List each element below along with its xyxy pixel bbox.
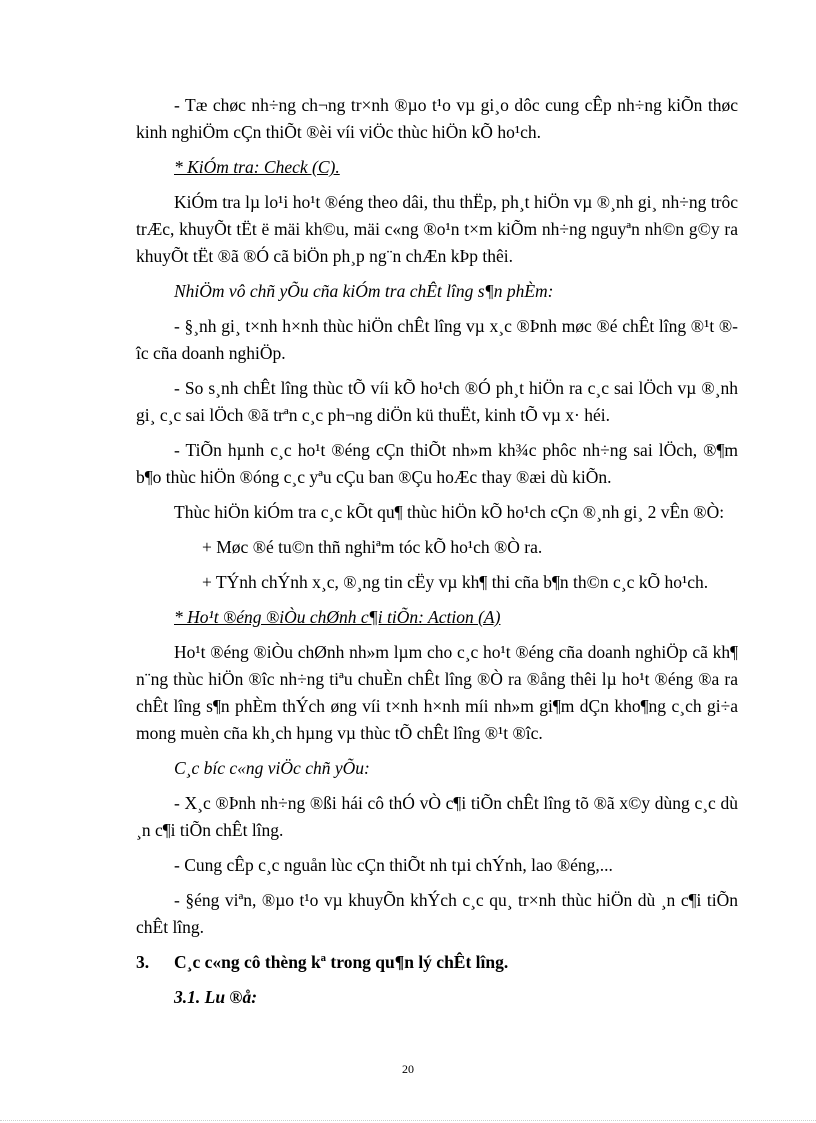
section-title: C¸c c«ng cô thèng kª trong qu¶n lý chÊt lîng. xyxy=(174,952,509,972)
heading-check-tasks: NhiÖm vô chñ yÕu cña kiÓm tra chÊt lîng s¶n phÈm: xyxy=(174,281,554,301)
paragraph: - Cung cÊp c¸c nguån lùc cÇn thiÕt nh tµi chÝnh, lao ®éng,... xyxy=(174,855,613,875)
page-number: 20 xyxy=(402,1062,414,1076)
paragraph: - X¸c ®Þnh nh÷ng ®ßi hái cô thÓ vÒ c¶i tiÕn chÊt lîng tõ ®ã x©y dùng c¸c dù ¸n c¶i tiÕn chÊt lîng. xyxy=(136,793,738,840)
page-bottom-divider xyxy=(0,1120,816,1121)
paragraph: Thùc hiÖn kiÓm tra c¸c kÕt qu¶ thùc hiÖn kÕ ho¹ch cÇn ®¸nh gi¸ 2 vÊn ®Ò: xyxy=(174,502,725,522)
section-number: 3. xyxy=(136,952,150,972)
paragraph: - Tæ chøc nh÷ng ch¬ng tr×nh ®µo t¹o vµ gi¸o dôc cung cÊp nh÷ng kiÕn thøc kinh nghiÖm cÇn thiÕt ®èi víi viÖc thùc hiÖn kÕ ho¹ch. xyxy=(136,95,738,142)
heading-check: * KiÓm tra: Check (C). xyxy=(174,157,340,177)
paragraph: - §¸nh gi¸ t×nh h×nh thùc hiÖn chÊt lîng vµ x¸c ®Þnh møc ®é chÊt lîng ®¹t ®îc cña doanh nghiÖp. xyxy=(136,316,738,363)
heading-steps: C¸c bíc c«ng viÖc chñ yÕu: xyxy=(174,758,370,778)
page-body xyxy=(136,92,738,1019)
paragraph: - §éng viªn, ®µo t¹o vµ khuyÕn khÝch c¸c qu¸ tr×nh thùc hiÖn dù ¸n c¶i tiÕn chÊt lîng. xyxy=(136,890,738,937)
paragraph: KiÓm tra lµ lo¹i ho¹t ®éng theo dâi, thu thËp, ph¸t hiÖn vµ ®¸nh gi¸ nh÷ng trôc trÆc, khuyÕt tËt ë mäi kh©u, mäi c«ng ®o¹n t×m kiÕm nh÷ng nguyªn nh©n g©y ra khuyÕt tËt ®ã ®Ó cã biÖn ph¸p ng¨n chÆn kÞp thêi. xyxy=(136,192,738,266)
list-item: + Møc ®é tu©n thñ nghiªm tóc kÕ ho¹ch ®Ò ra. xyxy=(202,537,543,557)
section-heading xyxy=(136,949,738,976)
paragraph: - TiÕn hµnh c¸c ho¹t ®éng cÇn thiÕt nh»m kh¾c phôc nh÷ng sai lÖch, ®¶m b¶o thùc hiÖn ®óng c¸c yªu cÇu ban ®Çu hoÆc thay ®æi dù kiÕn. xyxy=(136,440,738,487)
subsection-heading: 3.1. Lu ®å: xyxy=(174,987,258,1007)
list-item: + TÝnh chÝnh x¸c, ®¸ng tin cËy vµ kh¶ thi cña b¶n th©n c¸c kÕ ho¹ch. xyxy=(202,572,709,592)
paragraph: Ho¹t ®éng ®iÒu chØnh nh»m lµm cho c¸c ho¹t ®éng cña doanh nghiÖp cã kh¶ n¨ng thùc hiÖn ®îc nh÷ng tiªu chuÈn chÊt lîng ®Ò ra ®ång thêi lµ ho¹t ®éng ®a ra chÊt lîng s¶n phÈm thÝch øng víi t×nh h×nh míi nh»m gi¶m dÇn kho¶ng c¸ch gi÷a mong muèn cña kh¸ch hµng vµ thùc tÕ chÊt lîng ®¹t ®îc. xyxy=(136,642,738,743)
paragraph: - So s¸nh chÊt lîng thùc tÕ víi kÕ ho¹ch ®Ó ph¸t hiÖn ra c¸c sai lÖch vµ ®¸nh gi¸ c¸c sai lÖch ®ã trªn c¸c ph¬ng diÖn kü thuËt, kinh tÕ vµ x· héi. xyxy=(136,378,738,425)
heading-action: * Ho¹t ®éng ®iÒu chØnh c¶i tiÕn: Action (A) xyxy=(174,607,501,627)
